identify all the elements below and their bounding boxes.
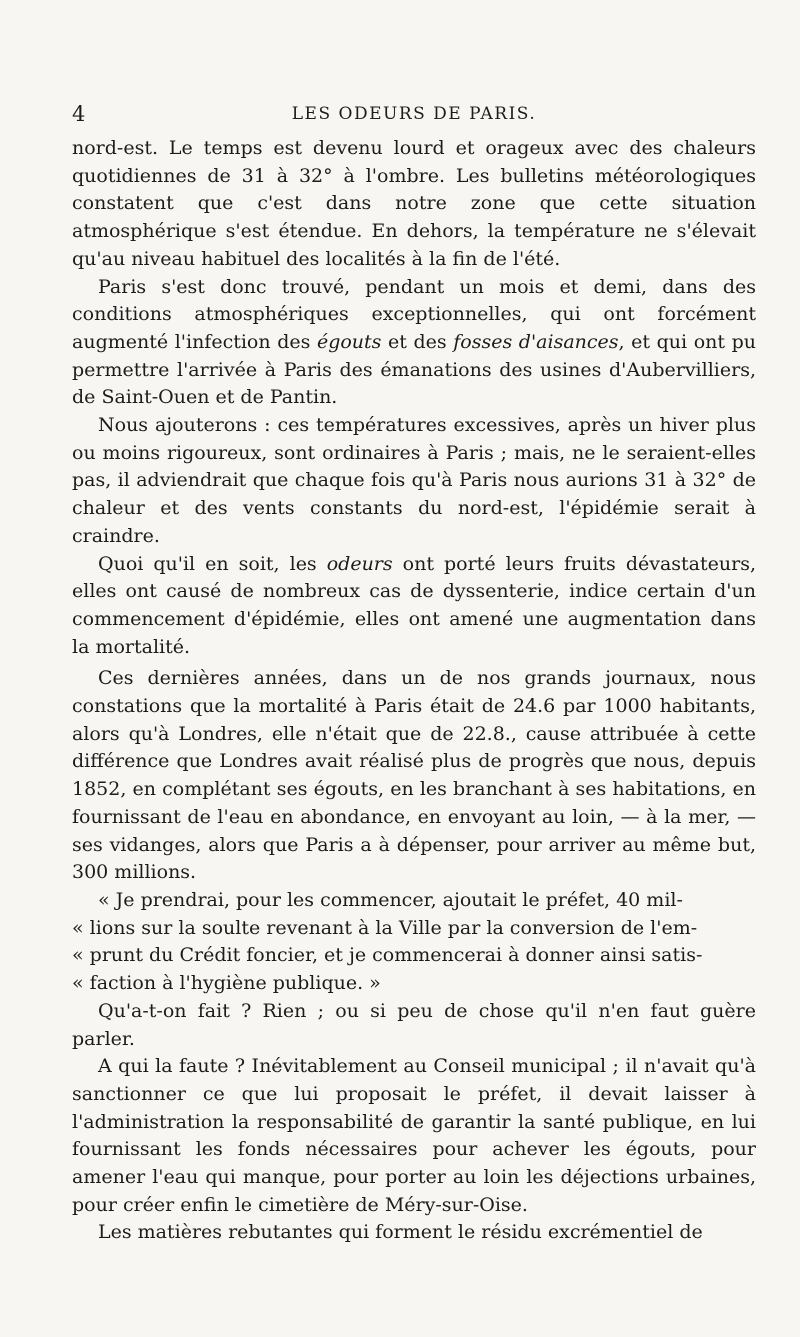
paragraph-7: A qui la faute ? Inévitablement au Conseil municipal ; il n'avait qu'à sanctionner ce que lui proposait le préfet, il devait laisser à l'administration la responsabilité de garantir la santé publique, en lui fournissant les fonds nécessaires pour achever les égouts, pour amener l'eau qui manque, pour porter au loin les déjections urbaines, pour créer enfin le cimetière de Méry-sur-Oise. bbox=[72, 1055, 756, 1216]
paragraph-3: Nous ajouterons : ces températures excessives, après un hiver plus ou moins rigoureux, sont ordinaires à Paris ; mais, ne le seraient-elles pas, il adviendrait que chaque fois qu'à Paris nous aurions 31 à 32° de chaleur et des vents constants du nord-est, l'épidémie serait à craindre. bbox=[72, 414, 756, 547]
aisances-emphasis: d'aisances bbox=[518, 330, 619, 353]
egouts-emphasis: égouts bbox=[316, 330, 382, 353]
paragraph-8: Les matières rebutantes qui forment le résidu excrémentiel de bbox=[98, 1221, 703, 1244]
running-title: LES ODEURS DE PARIS. bbox=[291, 104, 537, 124]
page-header bbox=[72, 100, 756, 130]
paragraph-5: Ces dernières années, dans un de nos grands journaux, nous constations que la mortalité à Paris était de 24.6 par 1000 habitants, alors qu'à Londres, elle n'était que de 22.8., cause attribuée à cette différence que Londres avait réalisé plus de progrès que nous, depuis 1852, en complétant ses égouts, en les branchant à ses habitations, en fournissant de l'eau en abondance, en envoyant au loin, — à la mer, — ses vidanges, alors que Paris a à dépenser, pour arriver au même but, 300 millions. bbox=[72, 667, 756, 884]
page-number: 4 bbox=[72, 102, 86, 126]
quote-line-2: « lions sur la soulte revenant à la Ville par la conversion de l'em- bbox=[72, 916, 698, 939]
odeurs-emphasis: odeurs bbox=[326, 552, 393, 575]
paragraph-2: Paris s'est donc trouvé, pendant un mois et demi, dans des conditions atmosphériques exceptionnelles, qui ont forcément augmenté l'infection des égouts et des fosses d'aisances, et qui ont pu permettre l'arrivée à Paris des émanations des usines d'Aubervilliers, de Saint-Ouen et de Pantin. bbox=[72, 275, 757, 409]
paragraph-4: Quoi qu'il en soit, les odeurs ont porté leurs fruits dévastateurs, elles ont causé de nombreux cas de dyssenterie, indice certain d'un commencement d'épidémie, elles ont amené une augmentation dans la mortalité. bbox=[72, 552, 757, 658]
quote-line-3: « prunt du Crédit foncier, et je commencerai à donner ainsi satis- bbox=[72, 944, 703, 967]
body-text bbox=[72, 135, 756, 1247]
paragraph-6: Qu'a-t-on fait ? Rien ; ou si peu de chose qu'il n'en faut guère parler. bbox=[72, 999, 756, 1050]
quote-line-1: « Je prendrai, pour les commencer, ajoutait le préfet, 40 mil- bbox=[98, 888, 683, 911]
fosses-emphasis: fosses bbox=[453, 330, 513, 353]
quote-line-4: « faction à l'hygiène publique. » bbox=[72, 972, 381, 995]
paragraph-1: nord-est. Le temps est devenu lourd et orageux avec des chaleurs quotidiennes de 31 à 32° à l'ombre. Les bulletins météorologiques constatent que c'est dans notre zone que cette situation atmosphérique s'est étendue. En dehors, la température ne s'élevait qu'au niveau habituel des localités à la fin de l'été. bbox=[72, 137, 756, 270]
